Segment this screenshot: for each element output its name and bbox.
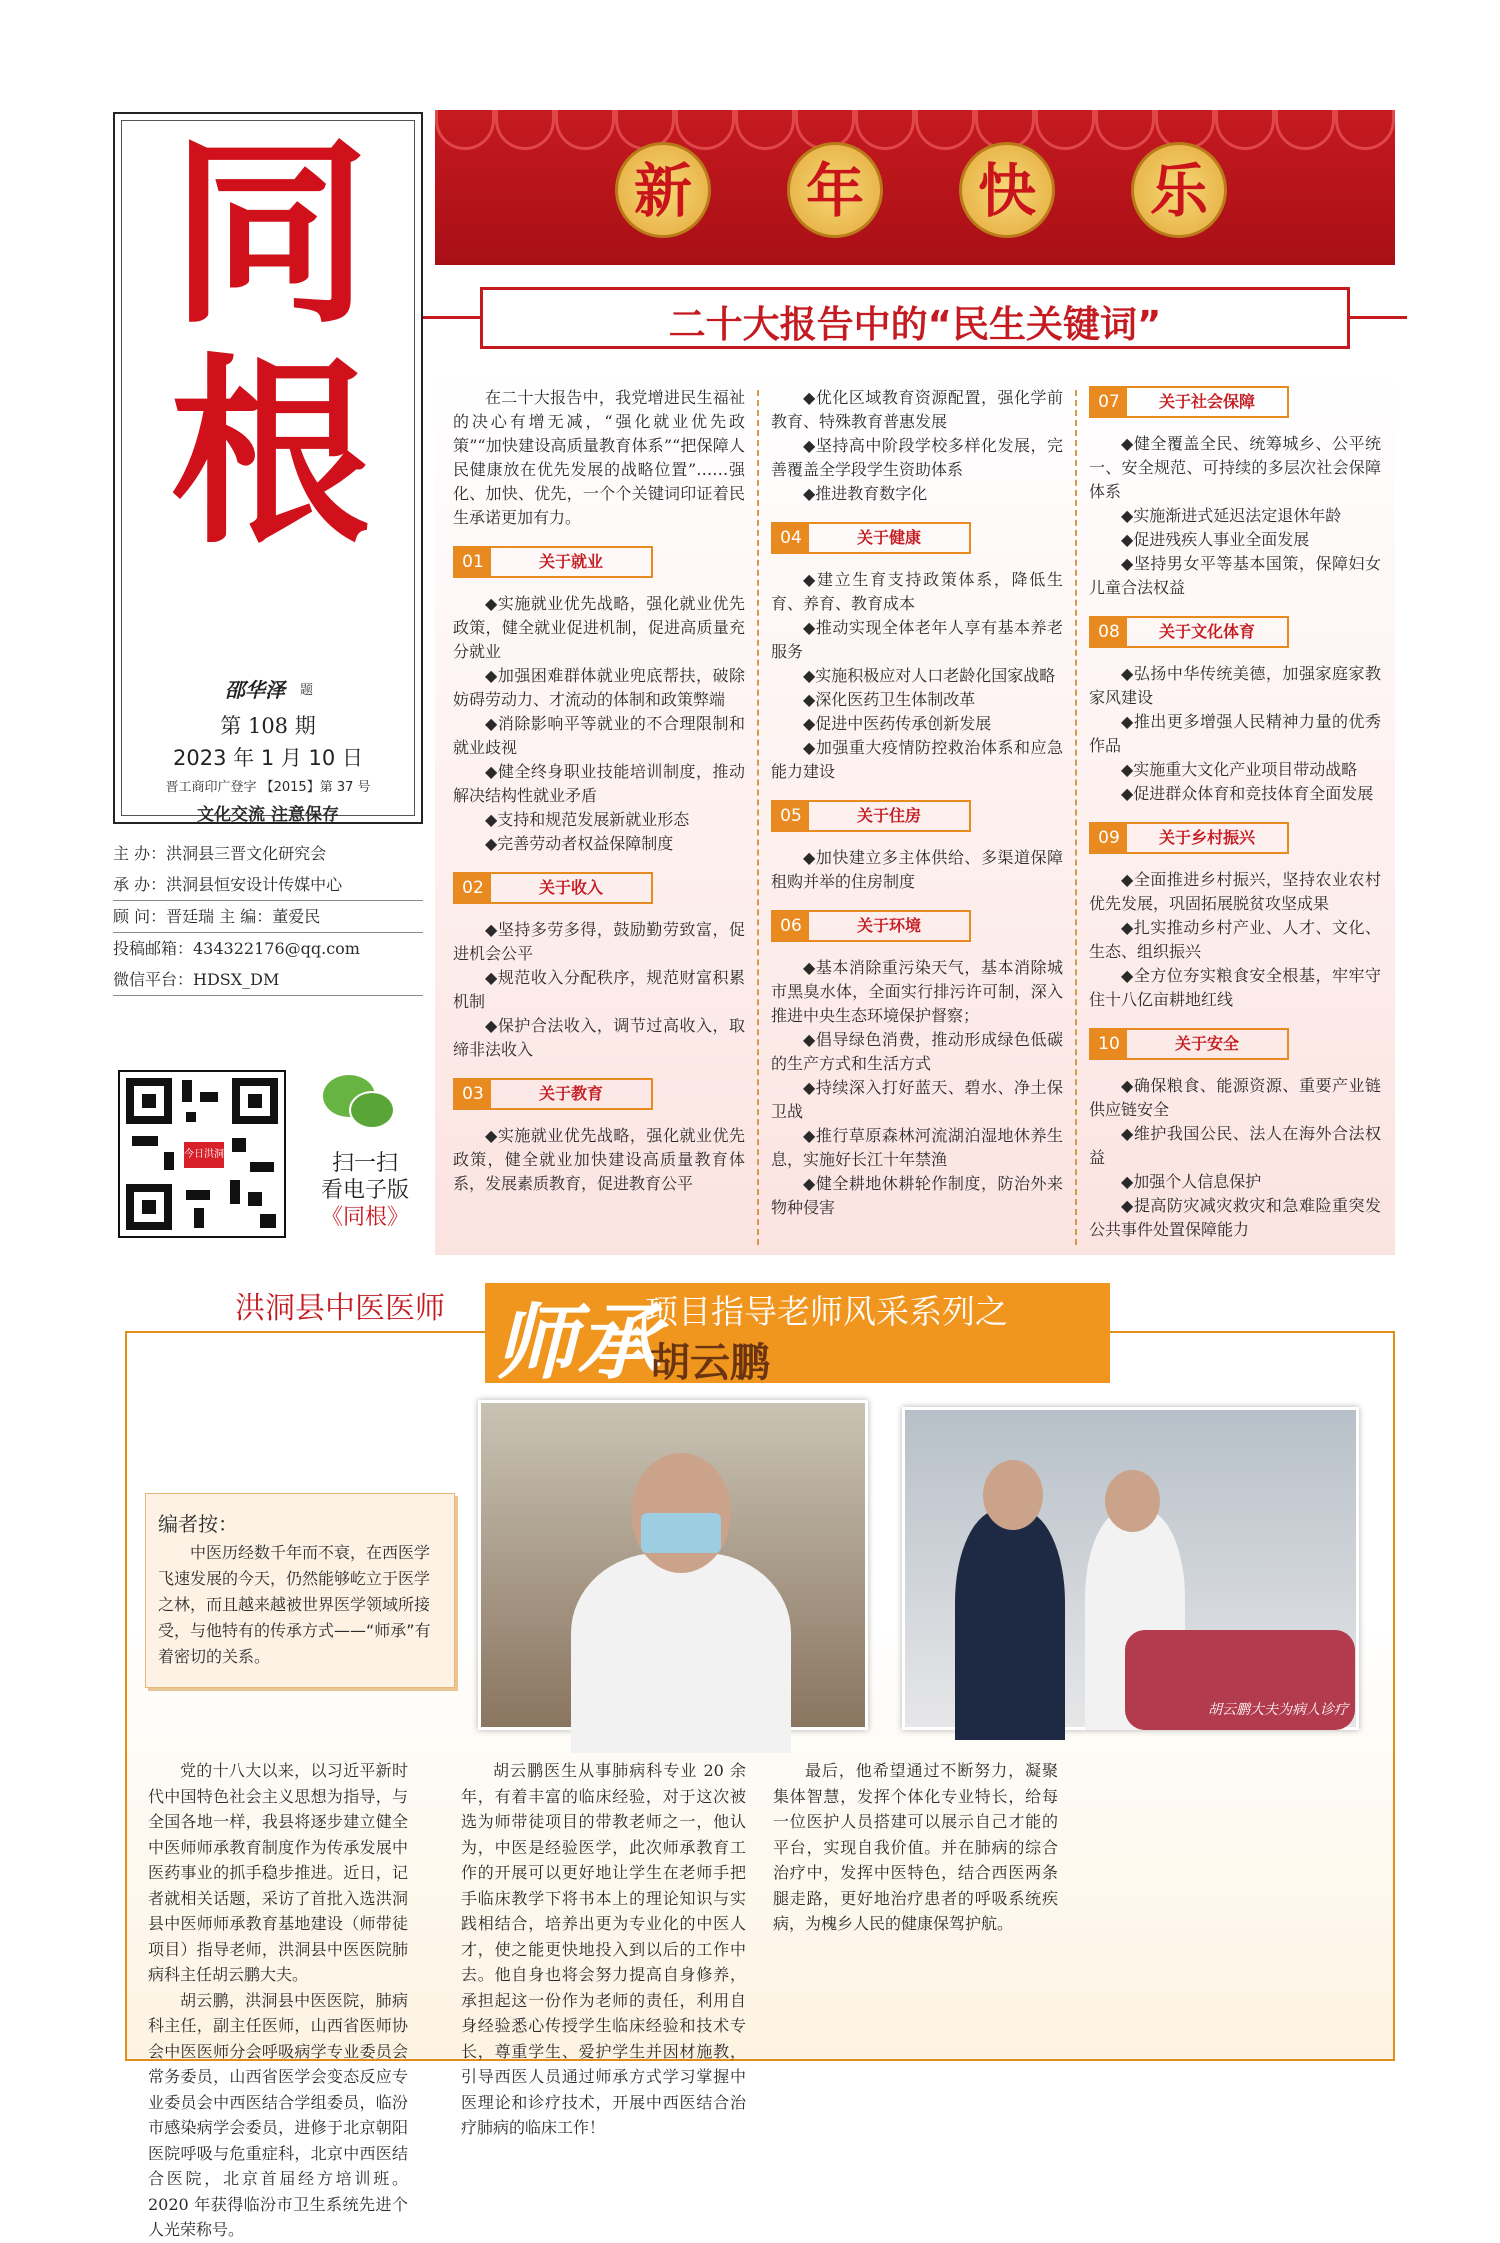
list-item: ◆完善劳动者权益保障制度 (485, 834, 674, 853)
ward-round-photo (902, 1407, 1359, 1730)
list-item: ◆加强困难群体就业兜底帮扶，破除妨碍劳动力、才流动的体制和政策弊端 (453, 666, 745, 709)
nurse-head (983, 1460, 1043, 1530)
list-item: ◆消除影响平等就业的不合理限制和就业歧视 (453, 714, 745, 757)
profile-badge (485, 1283, 1110, 1391)
list-item: ◆提高防灾减灾救灾和急难险重突发公共事件处置保障能力 (1089, 1196, 1381, 1239)
article-paragraph: 最后，他希望通过不断努力，凝聚集体智慧，发挥个体化专业特长，给每一位医护人员搭建可以展示自己才能的平台，实现自我价值。并在肺病的综合治疗中，发挥中医特色，结合西医两条腿走路，更好地治疗患者的呼吸系统疾病，为槐乡人民的健康保驾护航。 (773, 1761, 1058, 1933)
feature-column-3 (1089, 386, 1381, 1242)
list-item: ◆推进教育数字化 (803, 484, 928, 503)
list-item: ◆确保粮食、能源资源、重要产业链供应链安全 (1089, 1076, 1381, 1119)
keyword-tag: 01 关于就业 (453, 546, 653, 578)
list-item: ◆推出更多增强人民精神力量的优秀作品 (1089, 712, 1381, 755)
feature-title: 二十大报告中的“民生关键词” (668, 303, 1162, 346)
nurse-figure (955, 1510, 1065, 1740)
list-item: ◆优化区域教育资源配置，强化学前教育、特殊教育普惠发展 (771, 388, 1063, 431)
banner-char-1: 新 (615, 142, 711, 238)
keyword-tag: 07 关于社会保障 (1089, 386, 1289, 418)
profile-name: 胡云鹏 (650, 1339, 770, 1386)
keyword-tag: 06 关于环境 (771, 910, 971, 942)
masthead-title-char-2: 根 (169, 336, 370, 571)
list-item: ◆加快建立多主体供给、多渠道保障租购并举的住房制度 (771, 848, 1063, 891)
wechat-icon (323, 1075, 403, 1135)
feature-title-box (480, 287, 1350, 349)
publication-info (113, 838, 423, 996)
masthead (113, 112, 423, 824)
list-item: ◆基本消除重污染天气，基本消除城市黑臭水体，全面实行排污许可制，深入推进中央生态环境保护督察； (771, 958, 1063, 1025)
list-item: ◆推动实现全体老年人享有基本养老服务 (771, 618, 1063, 661)
article-column-3 (773, 1758, 1058, 2048)
editor-note-title: 编者按： (158, 1512, 238, 1536)
issue-date: 2023 年 1 月 10 日 (173, 746, 363, 770)
list-item: ◆促进残疾人事业全面发展 (1121, 530, 1310, 549)
profile-header-left: 洪洞县中医医师 (235, 1291, 445, 1326)
list-item: ◆推行草原森林河流湖泊湿地休养生息，实施好长江十年禁渔 (771, 1126, 1063, 1169)
list-item: ◆建立生育支持政策体系，降低生育、养育、教育成本 (771, 570, 1063, 613)
list-item: ◆全方位夯实粮食安全根基，牢牢守住十八亿亩耕地红线 (1089, 966, 1381, 1009)
wechat-line: 微信平台：HDSX_DM (113, 964, 423, 996)
list-item: ◆持续深入打好蓝天、碧水、净土保卫战 (771, 1078, 1063, 1121)
scan-line-3: 《同根》 (320, 1205, 409, 1230)
article-paragraph: 党的十八大以来，以习近平新时代中国特色社会主义思想为指导，与全国各地一样，我县将逐步建立健全中医师师承教育制度作为传承发展中医药事业的抓手稳步推进。近日，记者就相关话题，采访了首批入选洪洞县中医师师承教育基地建设（师带徒项目）指导老师，洪洞县中医医院肺病科主任胡云鹏大夫。 (148, 1761, 408, 1984)
feature-intro: 在二十大报告中，我党增进民生福祉的决心有增无减，“强化就业优先政策”“加快建设高质量教育体系”“把保障人民健康放在优先发展的战略位置”……强化、加快、优先，一个个关键词印证着民生承诺更加有力。 (453, 388, 745, 527)
feature-panel (435, 370, 1395, 1255)
qr-finder-2 (232, 1078, 278, 1124)
qr-center-logo: 今日洪洞 (184, 1142, 224, 1168)
registration-number: 晋工商印广登字 【2015】第 37 号 (165, 780, 371, 795)
new-year-banner (435, 110, 1395, 265)
profile-badge-big: 师承 (495, 1295, 659, 1391)
qr-finder-3 (126, 1184, 172, 1230)
list-item: ◆保护合法收入，调节过高收入，取缔非法收入 (453, 1016, 745, 1059)
organizer-line: 承 办：洪洞县恒安设计传媒中心 (113, 869, 423, 901)
article-column-2 (461, 1758, 746, 2137)
list-item: ◆深化医药卫生体制改革 (803, 690, 976, 709)
editor-note-body: 中医历经数千年而不衰，在西医学飞速发展的今天，仍然能够屹立于医学之林，而且越来越被世界医学领域所接受，与他特有的传承方式——“师承”有着密切的关系。 (158, 1543, 431, 1666)
photo-caption: 胡云鹏大夫为病人诊疗 (1208, 1702, 1348, 1718)
article-paragraph: 胡云鹏医生从事肺病科专业 20 余年，有着丰富的临床经验，对于这次被选为师带徒项目的带教老师之一，他认为，中医是经验医学，此次师承教育工作的开展可以更好地让学生在老师手把手临床教学下将书本上的理论知识与实践相结合，培养出更为专业化的中医人才，使之能更快地投入到以后的工作中去。他自身也将会努力提高自身修养，承担起这一份作为老师的责任，利用自身经验悉心传授学生临床经验和技术专长，尊重学生、爱护学生并因材施教，引导西医人员通过师承方式学习掌握中医理论和诊疗技术，开展中西医结合治疗肺病的临床工作！ (461, 1761, 746, 2137)
list-item: ◆支持和规范发展新就业形态 (485, 810, 690, 829)
banner-char-2: 年 (787, 142, 883, 238)
list-item: ◆实施积极应对人口老龄化国家战略 (803, 666, 1056, 685)
calligrapher-note: 题 (300, 683, 314, 698)
doctor-consultation-photo (478, 1400, 868, 1730)
editor-note (145, 1493, 455, 1688)
keyword-tag: 02 关于收入 (453, 872, 653, 904)
list-item: ◆弘扬中华传统美德，加强家庭家教家风建设 (1089, 664, 1381, 707)
list-item: ◆坚持高中阶段学校多样化发展，完善覆盖全学段学生资助体系 (771, 436, 1063, 479)
masthead-motto: 文化交流 注意保存 (197, 805, 339, 825)
list-item: ◆扎实推动乡村产业、人才、文化、生态、组织振兴 (1089, 918, 1381, 961)
keyword-tag: 03 关于教育 (453, 1078, 653, 1110)
list-item: ◆坚持多劳多得，鼓励勤劳致富，促进机会公平 (453, 920, 745, 963)
scan-prompt (300, 1150, 430, 1231)
keyword-tag: 08 关于文化体育 (1089, 616, 1289, 648)
list-item: ◆实施渐进式延迟法定退休年龄 (1121, 506, 1342, 525)
list-item: ◆促进群众体育和竞技体育全面发展 (1121, 784, 1374, 803)
list-item: ◆倡导绿色消费，推动形成绿色低碳的生产方式和生活方式 (771, 1030, 1063, 1073)
face-mask (641, 1513, 721, 1553)
banner-char-4: 乐 (1131, 142, 1227, 238)
list-item: ◆健全耕地休耕轮作制度，防治外来物种侵害 (771, 1174, 1063, 1217)
list-item: ◆维护我国公民、法人在海外合法权益 (1089, 1124, 1381, 1167)
scan-line-2: 看电子版 (320, 1178, 409, 1203)
keyword-tag: 09 关于乡村振兴 (1089, 822, 1289, 854)
list-item: ◆实施重大文化产业项目带动战略 (1121, 760, 1358, 779)
advisor-editor-line: 顾 问：晋廷瑞 主 编：董爱民 (113, 901, 423, 933)
issue-number: 第 108 期 (220, 714, 316, 738)
article-column-1 (148, 1758, 408, 2239)
article-paragraph: 胡云鹏，洪洞县中医医院，肺病科主任，副主任医师，山西省医师协会中医医师分会呼吸病学专业委员会常务委员，山西省医学会变态反应专业委员会中西医结合学组委员，临汾市感染病学会委员，进修于北京朝阳医院呼吸与危重症科，北京中西医结合医院，北京首届经方培训班。2020 年获得临汾市卫生系统先进个人光荣称号。 (148, 1990, 408, 2239)
list-item: ◆全面推进乡村振兴，坚持农业农村优先发展，巩固拓展脱贫攻坚成果 (1089, 870, 1381, 913)
list-item: ◆实施就业优先战略，强化就业优先政策，健全就业促进机制，促进高质量充分就业 (453, 594, 745, 661)
list-item: ◆促进中医药传承创新发展 (803, 714, 992, 733)
keyword-tag: 10 关于安全 (1089, 1028, 1289, 1060)
qr-code[interactable] (118, 1070, 286, 1238)
email-line: 投稿邮箱：434322176@qq.com (113, 939, 360, 958)
calligrapher-signature: 邵华泽 (225, 678, 285, 702)
list-item: ◆健全覆盖全民、统筹城乡、公平统一、安全规范、可持续的多层次社会保障体系 (1089, 434, 1381, 501)
masthead-title-char-1: 同 (169, 116, 370, 351)
column-divider (1075, 390, 1077, 1245)
column-divider (757, 390, 759, 1245)
feature-column-2 (771, 386, 1063, 1220)
profile-badge-subtitle: 项目指导老师风采系列之 (645, 1292, 1008, 1331)
keyword-tag: 05 关于住房 (771, 800, 971, 832)
doctor-coat (571, 1553, 791, 1753)
list-item: ◆加强个人信息保护 (1121, 1172, 1262, 1191)
list-item: ◆坚持男女平等基本国策，保障妇女儿童合法权益 (1089, 554, 1381, 597)
keyword-tag: 04 关于健康 (771, 522, 971, 554)
qr-finder-1 (126, 1078, 172, 1124)
list-item: ◆健全终身职业技能培训制度，推动解决结构性就业矛盾 (453, 762, 745, 805)
doctor-head (1105, 1470, 1160, 1532)
host-line: 主 办：洪洞县三晋文化研究会 (113, 844, 327, 863)
feature-column-1 (453, 386, 745, 1196)
list-item: ◆规范收入分配秩序，规范财富积累机制 (453, 968, 745, 1011)
list-item: ◆加强重大疫情防控救治体系和应急能力建设 (771, 738, 1063, 781)
scan-line-1: 扫一扫 (331, 1151, 398, 1176)
banner-char-3: 快 (959, 142, 1055, 238)
list-item: ◆实施就业优先战略，强化就业优先政策，健全就业加快建设高质量教育体系，发展素质教育，促进教育公平 (453, 1126, 745, 1193)
